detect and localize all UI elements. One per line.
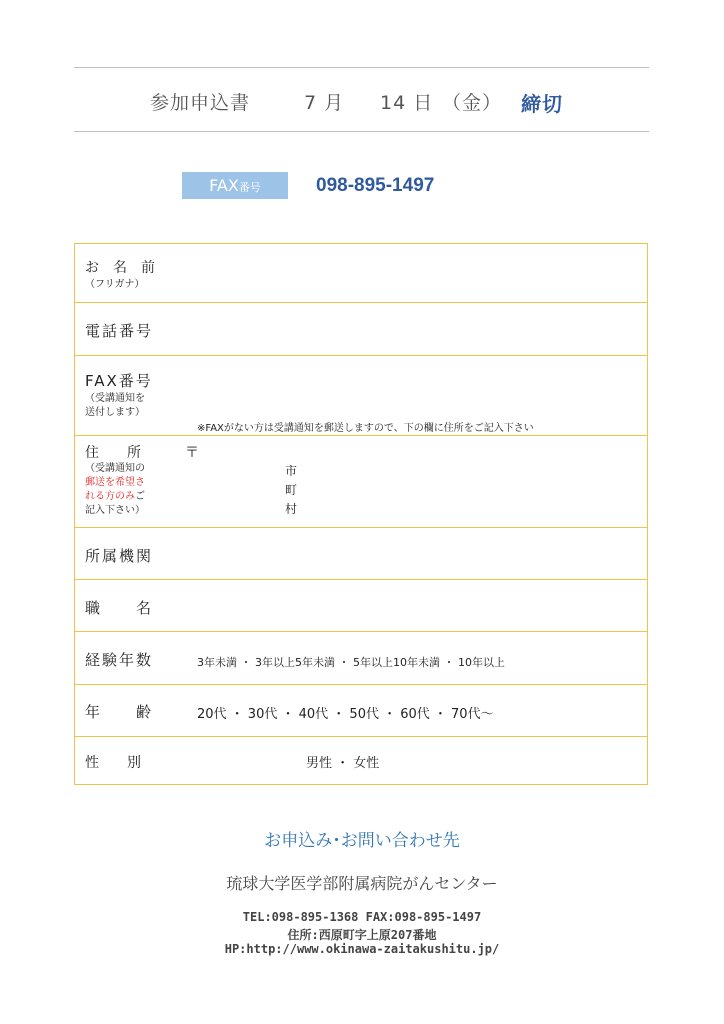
fax-row[interactable] <box>75 355 647 435</box>
name-furigana-label: （フリガナ） <box>85 279 145 290</box>
deadline-label: 締切 <box>521 92 563 116</box>
contact-heading: お申込み･お問い合わせ先 <box>264 831 460 851</box>
contact-address: 住所:西原町字上原207番地 <box>287 928 437 942</box>
address-sub-1: （受講通知の <box>85 463 145 474</box>
postal-mark: 〒 <box>185 445 199 461</box>
name-row[interactable] <box>75 244 647 302</box>
gender-label: 性 別 <box>85 755 141 771</box>
page-title <box>74 88 649 122</box>
fax-label-main: FAX <box>209 176 239 195</box>
address-sub-2: ご <box>135 491 145 502</box>
deadline-weekday: （金） <box>442 92 503 114</box>
fax-field-sub: （受講通知を 送付します） <box>85 393 145 418</box>
address-sub <box>85 462 145 518</box>
age-options[interactable]: 20代 ・ 30代 ・ 40代 ・ 50代 ・ 60代 ・ 70代～ <box>197 707 494 722</box>
experience-row[interactable] <box>75 631 647 684</box>
phone-label: 電話番号 <box>85 322 154 340</box>
fax-label-box <box>182 172 288 199</box>
top-rule <box>74 67 649 68</box>
application-form <box>74 243 648 785</box>
address-label: 住 所 <box>85 445 141 461</box>
fax-label-sub: 番号 <box>238 181 261 194</box>
contact-homepage[interactable]: HP:http://www.okinawa-zaitakushitu.jp/ <box>224 942 500 956</box>
title-text: 参加申込書 <box>150 92 251 114</box>
age-label: 年 齢 <box>85 703 154 721</box>
fax-field-label: FAX番号 <box>85 372 153 390</box>
position-row[interactable] <box>75 579 647 631</box>
gender-row[interactable] <box>75 736 647 786</box>
position-label: 職 名 <box>85 599 154 617</box>
address-sub-red: 郵送を希望さ れる方のみ <box>85 477 145 502</box>
city-town-village: 市 町 村 <box>285 464 298 516</box>
deadline-month: 7 月 <box>304 92 345 114</box>
contact-tel-fax: TEL:098-895-1368 FAX:098-895-1497 <box>242 910 482 924</box>
phone-row[interactable] <box>75 302 647 355</box>
address-row[interactable] <box>75 435 647 527</box>
experience-label: 経験年数 <box>85 651 154 669</box>
age-row[interactable] <box>75 684 647 736</box>
name-label: お 名 前 <box>85 260 155 276</box>
affiliation-row[interactable] <box>75 527 647 579</box>
contact-organization: 琉球大学医学部附属病院がんセンター <box>226 874 498 893</box>
deadline-day: 14 日 <box>380 92 434 114</box>
fax-field-note: ※FAXがない方は受講通知を郵送しますので、下の欄に住所をご記入下さい <box>197 423 534 434</box>
title-rule <box>74 131 649 132</box>
gender-options[interactable]: 男性 ・ 女性 <box>306 756 380 771</box>
fax-number: 098-895-1497 <box>316 175 435 196</box>
experience-options[interactable]: 3年未満 ・ 3年以上5年未満 ・ 5年以上10年未満 ・ 10年以上 <box>197 656 505 669</box>
affiliation-label: 所属機関 <box>85 547 154 565</box>
address-sub-3: 記入下さい） <box>85 505 145 516</box>
